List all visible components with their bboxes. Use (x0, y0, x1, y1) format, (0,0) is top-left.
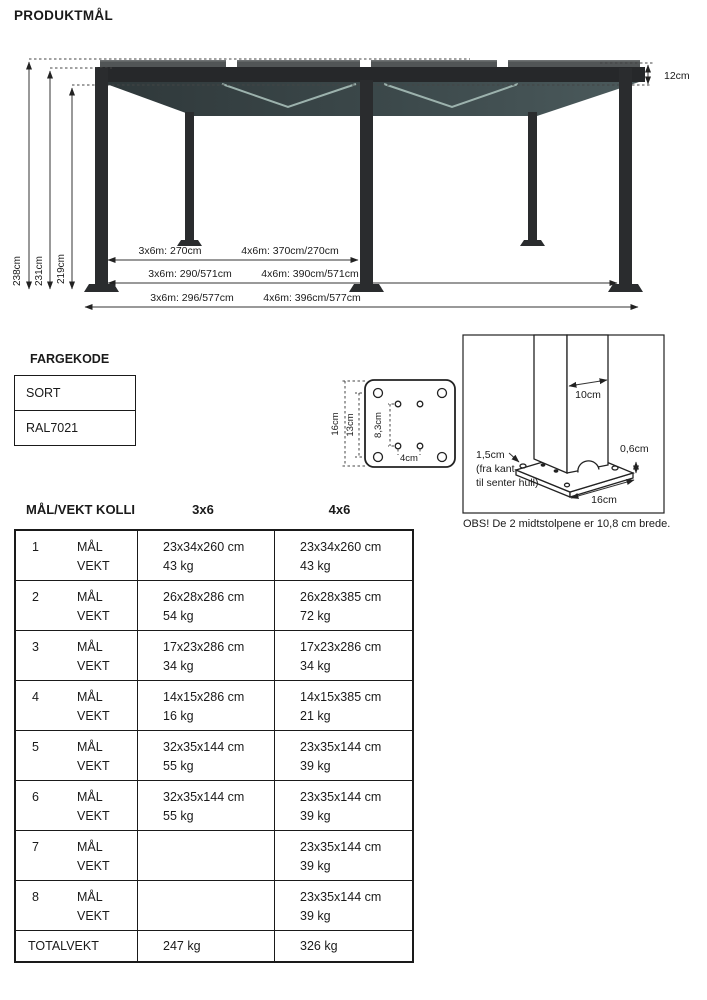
mal-label: MÅL (77, 740, 103, 754)
mal-4x6: 23x35x144 cm (300, 840, 382, 854)
mal-3x6: 23x34x260 cm (163, 540, 245, 554)
front-left-foot (84, 284, 119, 292)
louvre-gap (226, 59, 237, 68)
bolt-span-vertical-label: 8,3cm (373, 412, 384, 438)
rear-right-post (528, 112, 537, 240)
span1-3x6-label: 3x6m: 270cm (138, 245, 202, 257)
vekt-4x6: 39 kg (300, 859, 331, 873)
roof-thickness-label: 12cm (664, 70, 690, 82)
front-middle-post (360, 80, 373, 284)
mal-3x6: 32x35x144 cm (163, 790, 245, 804)
span3-4x6-label: 4x6m: 396cm/577cm (263, 292, 361, 304)
vekt-4x6: 72 kg (300, 609, 331, 623)
mal-label: MÅL (77, 590, 103, 604)
kolli-table (14, 529, 414, 963)
vekt-label: VEKT (77, 809, 110, 823)
edge-note-line2: (fra kant (476, 463, 515, 475)
post-front-face (567, 335, 608, 473)
louvre-gap (497, 59, 508, 68)
plate-hole-dark (554, 469, 559, 472)
front-right-foot (608, 284, 643, 292)
kolli-title: MÅL/VEKT KOLLI (26, 502, 136, 517)
span3-3x6-label: 3x6m: 296/577cm (150, 292, 234, 304)
mal-4x6: 23x35x144 cm (300, 790, 382, 804)
column-header-3x6: 3x6 (192, 502, 214, 517)
mal-3x6: 32x35x144 cm (163, 740, 245, 754)
baseplate-width-label: 16cm (330, 412, 341, 436)
mal-4x6: 23x35x144 cm (300, 740, 382, 754)
total-4x6: 326 kg (300, 939, 338, 953)
vekt-3x6: 54 kg (163, 609, 194, 623)
mal-3x6: 26x28x286 cm (163, 590, 245, 604)
post-width-label: 10cm (575, 389, 601, 401)
edge-note-line3: til senter hull) (476, 477, 539, 489)
vekt-4x6: 39 kg (300, 759, 331, 773)
plate-thickness-label: 0,6cm (620, 443, 649, 455)
color-code: RAL7021 (15, 410, 135, 445)
table-row (15, 530, 413, 581)
front-left-post (95, 68, 108, 284)
row-number: 7 (32, 840, 39, 854)
vekt-label: VEKT (77, 909, 110, 923)
vekt-label: VEKT (77, 859, 110, 873)
vekt-4x6: 43 kg (300, 559, 331, 573)
table-row (15, 831, 413, 881)
vekt-4x6: 39 kg (300, 809, 331, 823)
vekt-label: VEKT (77, 759, 110, 773)
height-inner-label: 219cm (56, 253, 67, 285)
color-code-section (14, 352, 136, 446)
roof-fascia (95, 67, 645, 82)
row-number: 3 (32, 640, 39, 654)
mal-label: MÅL (77, 540, 103, 554)
vekt-label: VEKT (77, 659, 110, 673)
color-code-box (14, 375, 136, 446)
vekt-label: VEKT (77, 559, 110, 573)
vekt-label: VEKT (77, 709, 110, 723)
table-row (15, 781, 413, 831)
post-detail-box (463, 335, 664, 513)
midpost-note: OBS! De 2 midtstolpene er 10,8 cm brede. (463, 518, 671, 530)
mal-label: MÅL (77, 690, 103, 704)
color-code-title: FARGEKODE (30, 352, 110, 366)
span2-4x6-label: 4x6m: 390cm/571cm (261, 268, 359, 280)
table-row (15, 731, 413, 781)
mal-4x6: 23x35x144 cm (300, 890, 382, 904)
rear-right-foot (520, 240, 545, 246)
vekt-3x6: 16 kg (163, 709, 194, 723)
mal-label: MÅL (77, 790, 103, 804)
mal-4x6: 17x23x286 cm (300, 640, 382, 654)
vekt-4x6: 34 kg (300, 659, 331, 673)
mal-label: MÅL (77, 840, 103, 854)
mal-4x6: 14x15x385 cm (300, 690, 382, 704)
mal-3x6: 17x23x286 cm (163, 640, 245, 654)
rear-left-post (185, 112, 194, 240)
vekt-3x6: 34 kg (163, 659, 194, 673)
louvre-gap (360, 59, 371, 68)
height-mid-label: 231cm (34, 255, 45, 287)
span2-3x6-label: 3x6m: 290/571cm (148, 268, 232, 280)
table-row (15, 581, 413, 631)
row-number: 6 (32, 790, 39, 804)
row-number: 2 (32, 590, 39, 604)
front-middle-foot (349, 284, 384, 292)
row-number: 8 (32, 890, 39, 904)
height-outer-label: 238cm (12, 255, 23, 287)
vekt-4x6: 39 kg (300, 909, 331, 923)
page-title: PRODUKTMÅL (14, 8, 113, 23)
pergola-drawing (12, 59, 690, 307)
table-row (15, 881, 413, 931)
plate-width-label: 16cm (591, 494, 617, 506)
mal-4x6: 23x34x260 cm (300, 540, 382, 554)
mal-3x6: 14x15x286 cm (163, 690, 245, 704)
vekt-4x6: 21 kg (300, 709, 331, 723)
mal-label: MÅL (77, 890, 103, 904)
row-number: 1 (32, 540, 39, 554)
row-number: 4 (32, 690, 39, 704)
span1-4x6-label: 4x6m: 370cm/270cm (241, 245, 339, 257)
bolt-span-horizontal-label: 4cm (400, 453, 418, 464)
total-row (15, 931, 413, 963)
vekt-3x6: 55 kg (163, 809, 194, 823)
vekt-label: VEKT (77, 609, 110, 623)
vekt-3x6: 43 kg (163, 559, 194, 573)
table-row (15, 681, 413, 731)
table-row (15, 631, 413, 681)
edge-note-line1: 1,5cm (476, 449, 505, 461)
mal-label: MÅL (77, 640, 103, 654)
post-left-face (534, 335, 567, 473)
baseplate-top-view (330, 380, 455, 467)
row-number: 5 (32, 740, 39, 754)
baseplate-holespan-label: 13cm (345, 413, 356, 437)
total-3x6: 247 kg (163, 939, 201, 953)
mal-4x6: 26x28x385 cm (300, 590, 382, 604)
vekt-3x6: 55 kg (163, 759, 194, 773)
column-header-4x6: 4x6 (328, 502, 351, 517)
color-name: SORT (26, 386, 61, 400)
kolli-table-header (14, 502, 408, 522)
total-label: TOTALVEKT (28, 939, 99, 953)
front-right-post (619, 68, 632, 284)
